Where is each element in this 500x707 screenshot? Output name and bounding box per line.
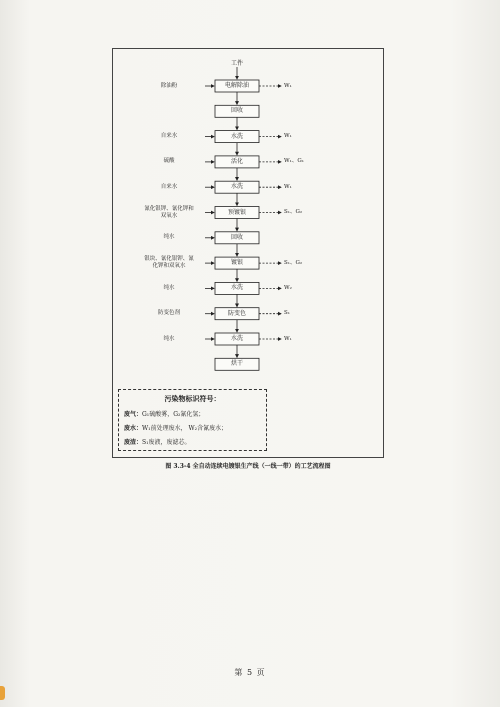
pollutant-legend xyxy=(118,389,267,451)
page-tab-marker xyxy=(0,686,5,700)
legend-key: 废渣： xyxy=(124,439,143,446)
input-material-label: 银块、氰化银钾、氰 化钾和双氧水 xyxy=(144,256,194,270)
legend-title: 污染物标识符号： xyxy=(164,394,221,403)
legend-key: 废水： xyxy=(124,425,143,432)
pollutant-output-label: W₁ xyxy=(284,335,292,342)
process-step-label: 预镀银 xyxy=(227,208,246,216)
input-material-label: 自来水 xyxy=(160,183,178,190)
process-step-label: 水洗 xyxy=(230,335,243,342)
process-step-label: 回收 xyxy=(230,107,243,115)
legend-text: W₁前处理废水， W₂含氰废水； xyxy=(142,425,228,432)
legend-text: G₁硫酸雾，G₂氰化氢； xyxy=(142,411,205,418)
legend-key: 废气： xyxy=(124,411,143,418)
process-step-label: 电解除油 xyxy=(224,82,249,89)
flowchart-start-label: 工件 xyxy=(230,60,243,67)
legend-row-wastewater xyxy=(124,423,261,432)
input-material-label: 防变色剂 xyxy=(157,310,180,317)
pollutant-output-label: W₁、G₁ xyxy=(284,158,304,165)
process-step-label: 活化 xyxy=(230,157,243,165)
pollutant-output-label: S₁、G₂ xyxy=(284,259,303,266)
process-step-label: 镀银 xyxy=(230,259,243,267)
process-step-label: 水洗 xyxy=(230,132,243,140)
figure-caption: 图 3.3-4 全自动连续电镀银生产线（一线一带）的工艺流程图 xyxy=(165,463,331,470)
pollutant-output-label: W₁ xyxy=(284,133,292,140)
legend-row-waste-residue xyxy=(124,437,261,446)
input-material-label: 纯水 xyxy=(163,234,175,241)
process-step-label: 烘干 xyxy=(230,360,243,368)
input-material-label: 氰化银钾、氰化钾和 双氧水 xyxy=(144,205,194,219)
legend-row-exhaust xyxy=(124,409,261,418)
pollutant-output-label: W₁ xyxy=(284,183,292,190)
input-material-label: 纯水 xyxy=(163,284,175,291)
pollutant-output-label: W₂ xyxy=(284,284,292,291)
process-step-label: 水洗 xyxy=(230,183,243,191)
pollutant-output-label: S₁、G₂ xyxy=(284,209,303,215)
page-number: 第 5 页 xyxy=(234,668,266,677)
process-step-label: 回收 xyxy=(230,233,243,241)
pollutant-output-label: S₁ xyxy=(284,310,290,317)
input-material-label: 纯水 xyxy=(163,335,175,342)
input-material-label: 硫酸 xyxy=(163,158,175,165)
pollutant-output-label: W₁ xyxy=(284,82,292,89)
process-step-label: 防变色 xyxy=(227,309,246,317)
input-material-label: 自来水 xyxy=(160,133,178,140)
input-material-label: 除油粉 xyxy=(160,82,178,89)
process-step-label: 水洗 xyxy=(230,284,243,292)
legend-text: S₁废液，废滤芯。 xyxy=(142,439,191,446)
